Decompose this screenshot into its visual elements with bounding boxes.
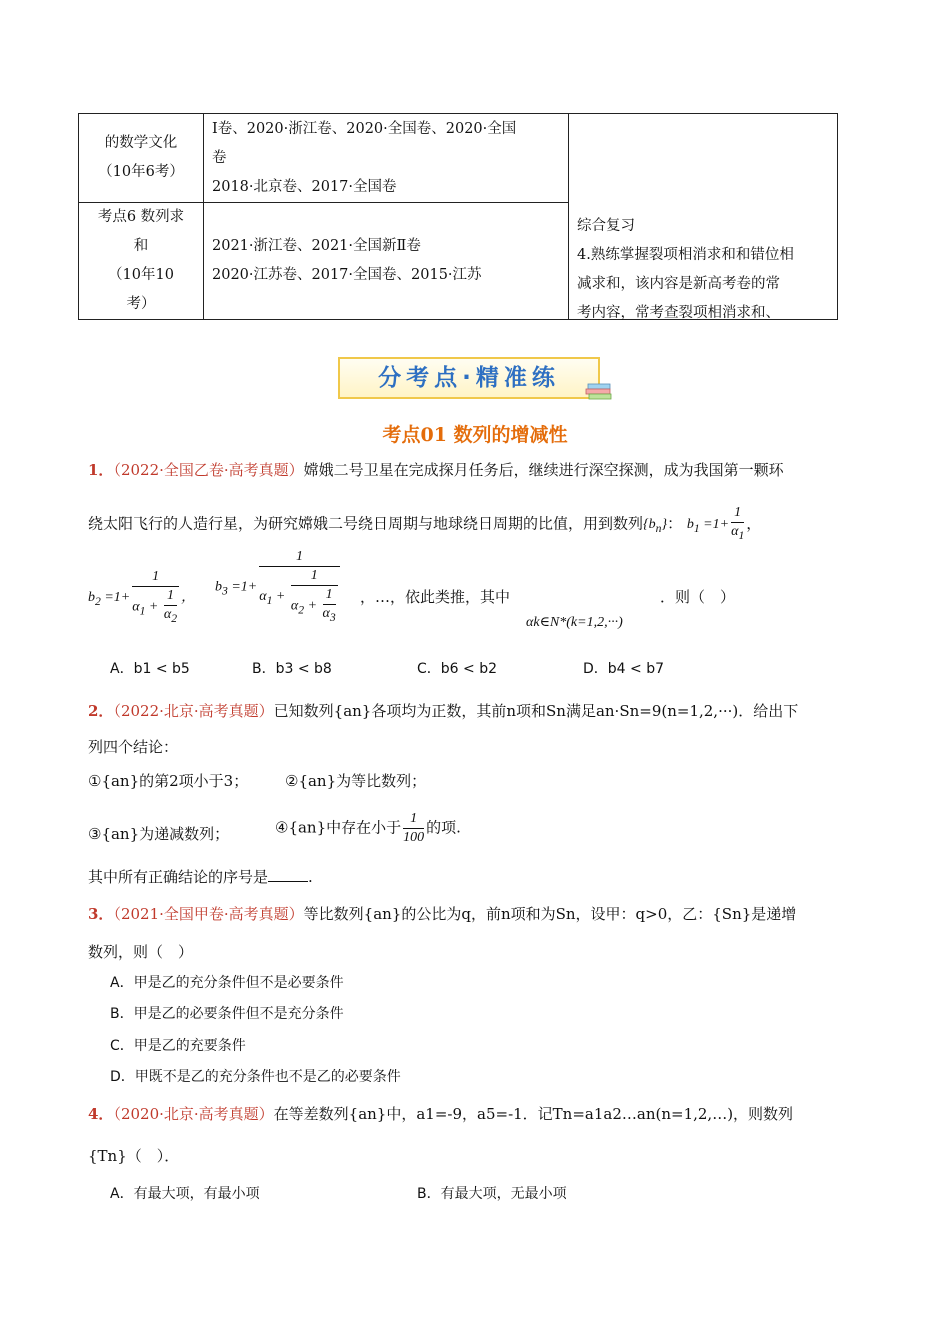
question-number: 1． bbox=[88, 461, 114, 479]
option-b[interactable]: B．甲是乙的必要条件但不是充分条件 bbox=[110, 1006, 344, 1022]
conclusion-2: ②{an}为等比数列； bbox=[285, 772, 427, 790]
option-c[interactable]: C．甲是乙的充要条件 bbox=[110, 1038, 246, 1054]
condition-formula: αk∈N*(k=1,2,···) bbox=[526, 615, 623, 630]
table-text: 考） bbox=[126, 296, 156, 312]
option-d[interactable]: D．b4 < b7 bbox=[583, 661, 664, 677]
question-text: 其中所有正确结论的序号是 bbox=[88, 868, 269, 886]
table-cell bbox=[79, 203, 204, 320]
question-text: 已知数列{an}各项均为正数，其前n项和Sn满足an·Sn=9(n=1,2,···)．给出下 bbox=[273, 702, 799, 720]
table-text: 2020·江苏卷、2017·全国卷、2015·江苏 bbox=[212, 267, 482, 283]
table-text: 减求和，该内容是新高考卷的常 bbox=[577, 276, 780, 292]
question-text: 数列，则（ ） bbox=[88, 943, 194, 961]
question-source: （2022·北京·高考真题） bbox=[113, 702, 274, 720]
question-source: （2022·全国乙卷·高考真题） bbox=[113, 461, 304, 479]
question-number: 4． bbox=[88, 1105, 114, 1123]
question-text: . bbox=[308, 868, 313, 886]
question-text: ，…，依此类推，其中 bbox=[360, 588, 511, 606]
formula-b3: $b_3 =1+$ 1 $\alpha_1$ + 1 $\alpha_2$ + $\frac{1}{\alpha_3}$ bbox=[215, 548, 342, 627]
conclusion-4 bbox=[275, 810, 461, 847]
question-text: 列四个结论： bbox=[88, 738, 179, 756]
question-source: （2020·北京·高考真题） bbox=[113, 1105, 274, 1123]
fraction-denominator: 100 bbox=[403, 830, 425, 845]
question-ask bbox=[88, 866, 313, 887]
conclusion-text: ④{an}中存在小于 bbox=[275, 818, 402, 837]
table-text: 2018·北京卷、2017·全国卷 bbox=[212, 178, 397, 195]
summary-table bbox=[78, 113, 838, 320]
question-2 bbox=[88, 699, 864, 723]
question-3 bbox=[88, 902, 864, 926]
question-4 bbox=[88, 1102, 864, 1126]
question-number: 3． bbox=[88, 905, 114, 923]
section-banner: 分考点·精准练 bbox=[338, 357, 600, 399]
question-text: 在等差数列{an}中，a1=-9，a5=-1．记Tn=a1a2…an(n=1,2,…)，则数列 bbox=[273, 1105, 794, 1123]
table-text: 考点6 数列求 bbox=[97, 209, 185, 225]
question-number: 2． bbox=[88, 702, 114, 720]
section-title: 考点01 数列的增减性 bbox=[382, 424, 568, 446]
table-text: 考内容，常考查裂项相消求和、 bbox=[577, 305, 780, 321]
question-text: 等比数列{an}的公比为q，前n项和为Sn，设甲：q>0，乙：{Sn}是递增 bbox=[303, 905, 797, 923]
table-cell bbox=[569, 114, 838, 320]
table-text: （10年10 bbox=[108, 267, 174, 283]
question-1 bbox=[88, 458, 864, 482]
table-text: 4.熟练掌握裂项相消求和和错位相 bbox=[577, 247, 794, 263]
table-cell bbox=[204, 203, 569, 320]
formula-b2: $b_2 =1+$ 1 $\alpha_1$ + $\frac{1}{\alpha_2}$ ， bbox=[88, 568, 195, 628]
table-text: （10年6考） bbox=[98, 164, 184, 180]
fraction-numerator: 1 bbox=[410, 811, 418, 826]
option-d[interactable]: D．甲既不是乙的充分条件也不是乙的必要条件 bbox=[110, 1069, 401, 1085]
table-text: 的数学文化 bbox=[104, 135, 178, 151]
table-text: 综合复习 bbox=[577, 218, 635, 234]
option-a[interactable]: A．甲是乙的充分条件但不是必要条件 bbox=[110, 975, 344, 991]
question-text: ．则（ ） bbox=[660, 588, 736, 606]
table-cell bbox=[79, 114, 204, 203]
question-text: 嫦娥二号卫星在完成探月任务后，继续进行深空探测，成为我国第一颗环 bbox=[303, 461, 784, 479]
table-text: 2021·浙江卷、2021·全国新Ⅱ卷 bbox=[212, 238, 421, 254]
option-a[interactable]: A．b1 < b5 bbox=[110, 661, 190, 677]
question-text: 绕太阳飞行的人造行星，为研究嫦娥二号绕日周期与地球绕日周期的比值，用到数列 bbox=[88, 514, 644, 533]
option-c[interactable]: C．b6 < b2 bbox=[417, 661, 497, 677]
answer-blank[interactable] bbox=[268, 867, 308, 882]
books-icon bbox=[585, 380, 615, 402]
question-text: {Tn}（ ）． bbox=[88, 1147, 180, 1165]
conclusion-3: ③{an}为递减数列； bbox=[88, 825, 230, 843]
conclusion-1: ①{an}的第2项小于3； bbox=[88, 772, 249, 790]
table-text: 卷 bbox=[212, 149, 227, 166]
question-source: （2021·全国甲卷·高考真题） bbox=[113, 905, 304, 923]
table-text: 和 bbox=[133, 238, 149, 254]
option-b[interactable]: B．有最大项，无最小项 bbox=[417, 1186, 567, 1202]
option-a[interactable]: A．有最大项，有最小项 bbox=[110, 1186, 260, 1202]
option-b[interactable]: B．b3 < b8 bbox=[252, 661, 332, 677]
conclusion-text: 的项. bbox=[426, 818, 461, 837]
table-cell bbox=[204, 114, 569, 203]
question-1-line-2: 绕太阳飞行的人造行星，为研究嫦娥二号绕日周期与地球绕日周期的比值，用到数列$\{b_n\}$： $b_1 =1+$ $\frac{1}{\alpha_1}$ ， bbox=[88, 504, 864, 545]
table-text: Ⅰ卷、2020·浙江卷、2020·全国卷、2020·全国 bbox=[212, 120, 517, 137]
